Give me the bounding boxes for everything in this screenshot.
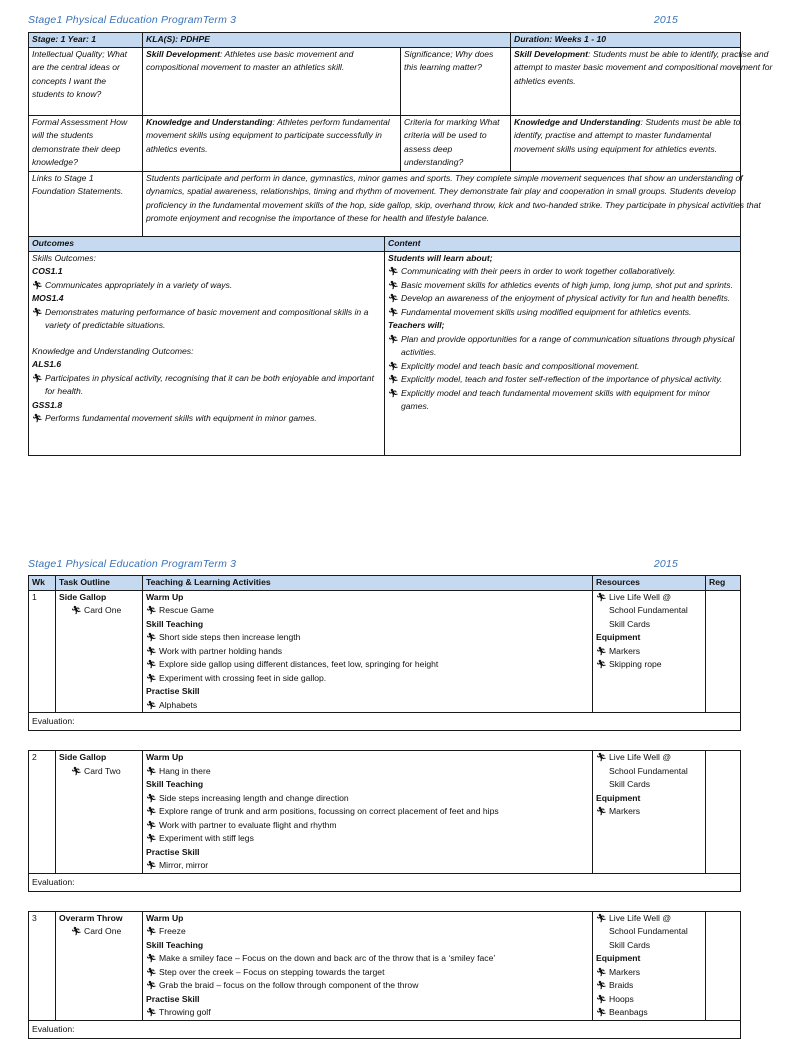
runner-icon: 🏃︎ — [596, 659, 607, 669]
skills-outcomes-label: Skills Outcomes: — [32, 252, 96, 263]
resources-cell: 🏃︎ Live Life Well @ School Fundamental Skill Cards Equipment 🏃︎ Markers 🏃︎ Skipping rope — [593, 590, 706, 713]
students-label: Students will learn about; — [388, 252, 493, 263]
runner-icon: 🏃︎ — [596, 912, 607, 923]
runner-icon: 🏃︎ — [146, 1007, 157, 1017]
significance-text: : Students must be able to identify, practise and attempt to master basic movement and compositional movement for athletics events. — [514, 48, 773, 86]
runner-icon: 🏃︎ — [146, 792, 157, 803]
activities-header: Teaching & Learning Activities — [143, 576, 593, 591]
mos-code: MOS1.4 — [32, 293, 64, 303]
runner-icon: 🏃︎ — [596, 591, 607, 602]
week-number: 1 — [29, 590, 56, 713]
runner-icon: 🏃︎ — [388, 387, 399, 398]
practise-skill-label: Practise Skill — [146, 993, 200, 1004]
page2-title-bar — [28, 558, 740, 574]
evaluation-row: Evaluation: — [29, 1020, 741, 1038]
task-outline — [56, 911, 143, 1020]
content-item: 🏃︎ Plan and provide opportunities for a range of communication situations through physical activities. — [388, 333, 737, 360]
skill-teaching-label: Skill Teaching — [146, 779, 204, 789]
runner-icon: 🏃︎ — [32, 372, 43, 383]
task-name: Side Gallop — [59, 591, 107, 602]
content-item: 🏃︎ Explicitly model, teach and foster self-reflection of the importance of physical activity. — [388, 373, 737, 387]
runner-icon: 🏃︎ — [71, 605, 82, 615]
runner-icon: 🏃︎ — [146, 659, 157, 669]
page1-title-bar — [28, 14, 740, 30]
outcome-item: 🏃︎ Communicates appropriately in a variety of ways. — [32, 279, 381, 293]
runner-icon: 🏃︎ — [71, 926, 82, 936]
runner-icon: 🏃︎ — [388, 360, 399, 371]
page1-title: Stage1 Physical Education ProgramTerm 3 — [28, 14, 237, 26]
activities-cell: Warm Up 🏃︎ Hang in there Skill Teaching 🏃︎ Side steps increasing length and change direction 🏃︎ Explore range of trunk and arm positions, focussing on correct placement of feet and hips 🏃︎ Work with partner to evaluate flight and rhythm 🏃︎ Experiment with stiff legs Practise Skill 🏃︎ Mirror, mirror — [143, 751, 593, 874]
equipment-label: Equipment — [596, 632, 641, 642]
content-item: 🏃︎ Develop an awareness of the enjoyment of physical activity for fun and health benefits. — [388, 292, 737, 306]
als-code: ALS1.6 — [32, 359, 62, 369]
runner-icon: 🏃︎ — [596, 966, 607, 977]
warm-up-label: Warm Up — [146, 752, 184, 762]
weekly-program-table — [28, 575, 741, 1039]
card-label: Card Two — [84, 765, 121, 776]
runner-icon: 🏃︎ — [388, 293, 399, 303]
links-text: Students participate and perform in dance, gymnastics, minor games and sports. They complete simple movement sequences that show an understanding of dynamics, spatial awareness, relationships, timing and rhythm of movement. They demonstrate fair play and cooperation in small groups. Students develop proficiency in the fundamental movement skills of the hop, side gallop, skip, overhand throw, kick and two-handed strike. They participate in physical activities that promote enjoyment and recognise the importance of these for health and lifestyle balance. — [146, 172, 761, 223]
knowledge-understanding-heading: Knowledge and Understanding — [146, 116, 273, 127]
content-item: 🏃︎ Communicating with their peers in order to work together collaboratively. — [388, 265, 737, 279]
outcomes-content-table — [28, 236, 741, 456]
task-outline — [56, 751, 143, 874]
runner-icon: 🏃︎ — [388, 266, 399, 276]
week-row — [29, 751, 741, 874]
significance-cell — [511, 47, 773, 115]
outcome-item: 🏃︎ Demonstrates maturing performance of basic movement and compositional skills in a variety of predictable situations. — [32, 306, 381, 333]
kla-cell: KLA(S): PDHPE — [143, 33, 511, 48]
ku-outcomes-label: Knowledge and Understanding Outcomes: — [32, 345, 194, 356]
resources-cell: 🏃︎ Live Life Well @ School Fundamental Skill Cards Equipment 🏃︎ Markers — [593, 751, 706, 874]
card-label: Card One — [84, 926, 122, 936]
equipment-label: Equipment — [596, 953, 641, 963]
intellectual-quality-label: Intellectual Quality; What are the central ideas or concepts I want the students to know? — [29, 47, 143, 115]
cos-code: COS1.1 — [32, 266, 63, 276]
equipment-label: Equipment — [596, 792, 641, 803]
runner-icon: 🏃︎ — [32, 279, 43, 290]
stage-year-cell: Stage: 1 Year: 1 — [29, 33, 143, 48]
runner-icon: 🏃︎ — [146, 926, 157, 936]
runner-icon: 🏃︎ — [596, 806, 607, 816]
criteria-label: Criteria for marking What criteria will be used to assess deep understanding? — [401, 115, 511, 171]
runner-icon: 🏃︎ — [146, 699, 157, 710]
runner-icon: 🏃︎ — [146, 953, 157, 963]
reg-cell — [706, 911, 741, 1020]
knowledge-understanding-text: : Athletes perform fundamental movement skills using equipment to participate successfully in athletics events. — [146, 116, 390, 154]
runner-icon: 🏃︎ — [596, 645, 607, 656]
runner-icon: 🏃︎ — [146, 672, 157, 683]
duration-cell: Duration: Weeks 1 - 10 — [511, 33, 741, 48]
runner-icon: 🏃︎ — [146, 806, 157, 816]
runner-icon: 🏃︎ — [32, 413, 43, 423]
runner-icon: 🏃︎ — [596, 980, 607, 990]
gss-code: GSS1.8 — [32, 399, 63, 410]
runner-icon: 🏃︎ — [146, 645, 157, 656]
content-item: 🏃︎ Explicitly model and teach fundamental movement skills with equipment for minor games. — [388, 387, 737, 414]
program-overview-table — [28, 32, 773, 240]
outcomes-header: Outcomes — [29, 237, 385, 252]
activities-cell: Warm Up 🏃︎ Rescue Game Skill Teaching 🏃︎ Short side steps then increase length 🏃︎ Work with partner holding hands 🏃︎ Explore side gallop using different distances, feet low, springing for height 🏃︎ Experiment with crossing feet in side gallop. Practise Skill 🏃︎ Alphabets — [143, 590, 593, 713]
skill-development-text: : Athletes use basic movement and compositional movement to master an athletics skill. — [146, 48, 354, 72]
criteria-heading: Knowledge and Understanding — [514, 116, 641, 127]
criteria-cell — [511, 115, 741, 171]
page2-year: 2015 — [653, 558, 678, 570]
skill-development-cell — [143, 47, 401, 115]
resources-cell: 🏃︎ Live Life Well @ School Fundamental Skill Cards Equipment 🏃︎ Markers 🏃︎ Braids 🏃︎ Hoops 🏃︎ Beanbags — [593, 911, 706, 1020]
skill-teaching-label: Skill Teaching — [146, 618, 204, 629]
skill-development-heading: Skill Development — [146, 48, 221, 59]
content-item: 🏃︎ Explicitly model and teach basic and compositional movement. — [388, 360, 737, 374]
practise-skill-label: Practise Skill — [146, 686, 200, 696]
runner-icon: 🏃︎ — [596, 993, 607, 1004]
teachers-label: Teachers will; — [388, 320, 445, 330]
outcomes-cell — [29, 251, 385, 455]
runner-icon: 🏃︎ — [388, 279, 399, 290]
runner-icon: 🏃︎ — [596, 752, 607, 762]
page2-title: Stage1 Physical Education ProgramTerm 3 — [28, 558, 237, 570]
links-cell — [143, 171, 761, 239]
runner-icon: 🏃︎ — [146, 860, 157, 870]
task-name: Side Gallop — [59, 752, 107, 762]
runner-icon: 🏃︎ — [32, 306, 43, 317]
content-cell — [385, 251, 741, 455]
runner-icon: 🏃︎ — [146, 833, 157, 843]
evaluation-row: Evaluation: — [29, 873, 741, 891]
reg-cell — [706, 590, 741, 713]
runner-icon: 🏃︎ — [146, 980, 157, 990]
runner-icon: 🏃︎ — [388, 333, 399, 344]
reg-cell — [706, 751, 741, 874]
outcome-item: 🏃︎ Participates in physical activity, recognising that it can be both enjoyable and important for health. — [32, 372, 381, 399]
resources-header: Resources — [593, 576, 706, 591]
runner-icon: 🏃︎ — [146, 966, 157, 977]
week-number: 3 — [29, 911, 56, 1020]
runner-icon: 🏃︎ — [388, 374, 399, 384]
outcome-item: 🏃︎ Performs fundamental movement skills with equipment in minor games. — [32, 412, 381, 426]
reg-header: Reg — [706, 576, 741, 591]
criteria-text: : Students must be able to identify, practise and attempt to master fundamental movement skills using equipment for athletics events. — [514, 116, 741, 154]
wk-header: Wk — [29, 576, 56, 591]
runner-icon: 🏃︎ — [146, 765, 157, 776]
warm-up-label: Warm Up — [146, 591, 184, 602]
runner-icon: 🏃︎ — [388, 306, 399, 317]
knowledge-understanding-cell — [143, 115, 401, 171]
runner-icon: 🏃︎ — [146, 605, 157, 615]
content-header: Content — [385, 237, 741, 252]
week-number: 2 — [29, 751, 56, 874]
practise-skill-label: Practise Skill — [146, 846, 200, 857]
runner-icon: 🏃︎ — [596, 1007, 607, 1017]
significance-heading: Skill Development — [514, 48, 589, 59]
activities-cell: Warm Up 🏃︎ Freeze Skill Teaching 🏃︎ Make a smiley face – Focus on the down and back arc of the throw that is a ‘smiley face’ 🏃︎ Step over the creek – Focus on stepping towards the target 🏃︎ Grab the braid – focus on the follow through component of the throw Practise Skill 🏃︎ Throwing golf — [143, 911, 593, 1020]
card-label: Card One — [84, 605, 122, 615]
links-label: Links to Stage 1 Foundation Statements. — [29, 171, 143, 239]
runner-icon: 🏃︎ — [146, 819, 157, 830]
runner-icon: 🏃︎ — [146, 632, 157, 642]
formal-assessment-label: Formal Assessment How will the students demonstrate their deep knowledge? — [29, 115, 143, 171]
significance-label: Significance; Why does this learning matter? — [401, 47, 511, 115]
week-row — [29, 590, 741, 713]
content-item: 🏃︎ Basic movement skills for athletics events of high jump, long jump, shot put and sprints. — [388, 279, 737, 293]
content-item: 🏃︎ Fundamental movement skills using modified equipment for athletics events. — [388, 306, 737, 320]
page1-year: 2015 — [653, 14, 678, 26]
skill-teaching-label: Skill Teaching — [146, 939, 204, 950]
evaluation-row: Evaluation: — [29, 713, 741, 731]
task-header: Task Outline — [56, 576, 143, 591]
week-row — [29, 911, 741, 1020]
runner-icon: 🏃︎ — [71, 765, 82, 776]
task-outline — [56, 590, 143, 713]
warm-up-label: Warm Up — [146, 912, 184, 923]
task-name: Overarm Throw — [59, 912, 123, 923]
